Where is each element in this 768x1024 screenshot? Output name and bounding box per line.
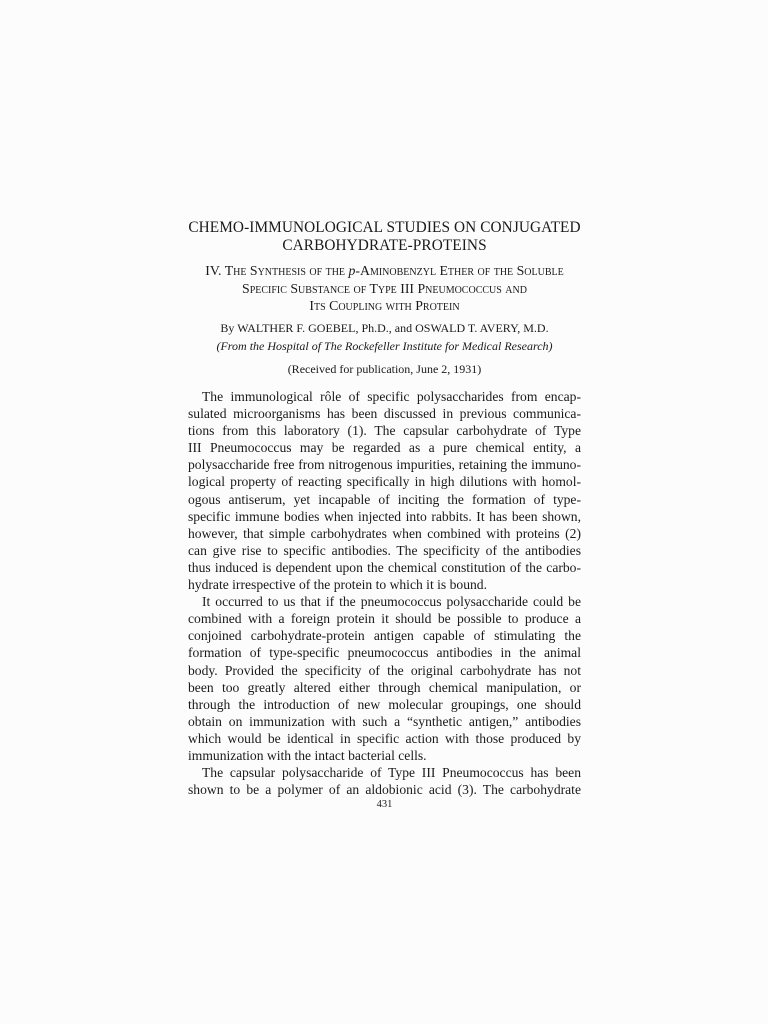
body-line: formation of type-specific pneumococcus antibodies in the animal (188, 645, 581, 661)
body-line: thus induced is dependent upon the chemical constitution of the carbo- (188, 559, 581, 575)
title-line-1: CHEMO-IMMUNOLOGICAL STUDIES ON CONJUGATED (188, 219, 581, 236)
body-line: conjoined carbohydrate-protein antigen capable of stimulating the (188, 628, 581, 644)
body-line: The capsular polysaccharide of Type III Pneumococcus has been (202, 765, 581, 781)
body-line: logical property of reacting specifically in high dilutions with homol- (188, 474, 581, 490)
article-subtitle (188, 262, 581, 315)
body-line: polysaccharide free from nitrogenous impurities, retaining the immuno- (188, 457, 581, 473)
body-line: hydrate irrespective of the protein to which it is bound. (188, 577, 487, 593)
article-title (188, 219, 581, 254)
body-line: been too greatly altered either through chemical manipulation, or (188, 679, 581, 695)
authors-line: By WALTHER F. GOEBEL, Ph.D., and OSWALD T. AVERY, M.D. (220, 321, 549, 335)
body-line: III Pneumococcus may be regarded as a pure chemical entity, a (188, 440, 581, 456)
body-line: which would be identical in specific action with those produced by (188, 730, 581, 746)
body-line: tions from this laboratory (1). The capsular carbohydrate of Type (188, 423, 581, 439)
body-line: through the introduction of new molecular groupings, one should (188, 696, 581, 712)
body-line: It occurred to us that if the pneumococcus polysaccharide could be (202, 594, 581, 610)
subtitle-line-2: Specific Substance of Type III Pneumococcus and (242, 280, 527, 296)
body-line: ogous antiserum, yet incapable of inciting the formation of type- (188, 491, 581, 507)
affiliation-line: (From the Hospital of The Rockefeller Institute for Medical Research) (216, 339, 553, 353)
body-line: The immunological rôle of specific polysaccharides from encap- (202, 389, 581, 404)
body-line: combined with a foreign protein it should be possible to produce a (188, 611, 581, 627)
body-line: however, that simple carbohydrates when combined with proteins (2) (188, 525, 581, 541)
body-line: obtain on immunization with such a “synthetic antigen,” antibodies (188, 713, 581, 729)
body-line: shown to be a polymer of an aldobionic acid (3). The carbohydrate (188, 782, 581, 798)
subtitle-line-1: IV. The Synthesis of the p-Aminobenzyl Ether of the Soluble (205, 263, 564, 278)
body-line: specific immune bodies when injected into rabbits. It has been shown, (188, 508, 581, 524)
body-line: body. Provided the specificity of the original carbohydrate has not (188, 662, 581, 678)
title-line-2: CARBOHYDRATE-PROTEINS (282, 236, 487, 254)
body-line: immunization with the intact bacterial cells. (188, 747, 427, 763)
body-line: can give rise to specific antibodies. The specificity of the antibodies (188, 542, 581, 558)
page-number: 431 (376, 799, 393, 810)
body-text (188, 388, 581, 798)
received-date: (Received for publication, June 2, 1931) (287, 362, 482, 376)
body-line: sulated microorganisms has been discussed in previous communica- (188, 406, 581, 422)
subtitle-line-3: Its Coupling with Protein (309, 298, 460, 313)
